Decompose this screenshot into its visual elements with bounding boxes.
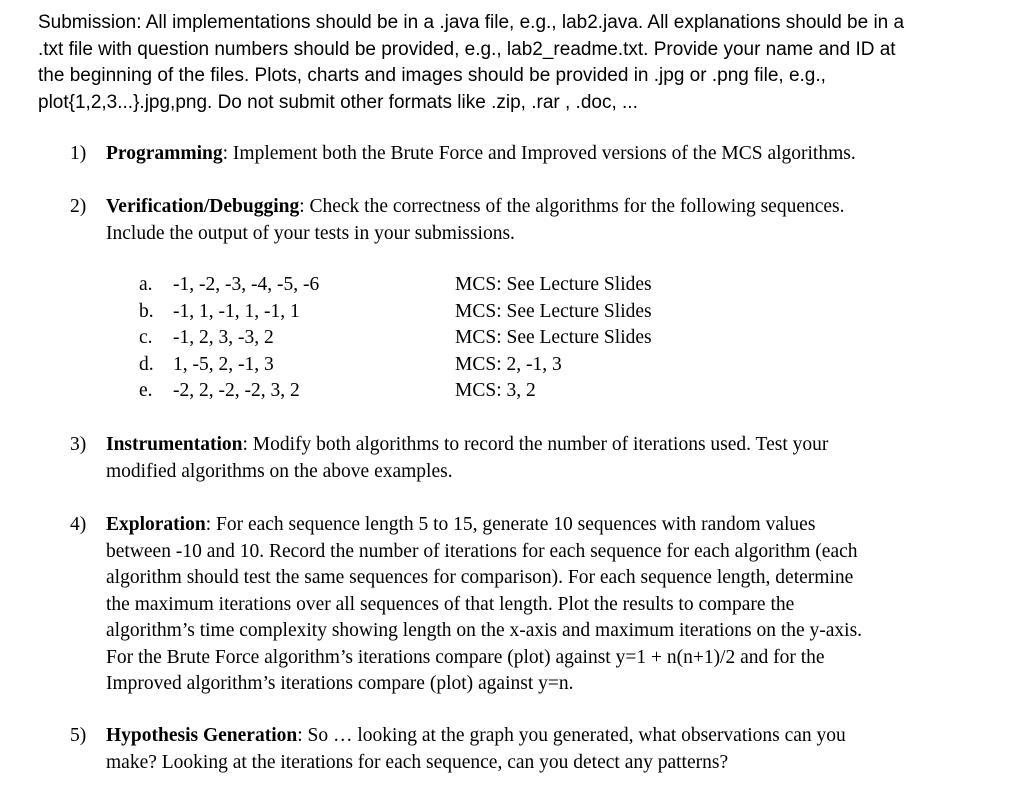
sequence-mcs: MCS: See Lecture Slides bbox=[455, 327, 652, 348]
sequence-row bbox=[139, 378, 779, 405]
task-title: Programming bbox=[106, 143, 223, 164]
task-text: modified algorithms on the above examples. bbox=[106, 460, 453, 482]
sequence-values: -1, 2, 3, -3, 2 bbox=[173, 327, 274, 348]
task-number: 1) bbox=[70, 143, 87, 164]
submission-paragraph bbox=[38, 10, 998, 116]
submission-line: the beginning of the files. Plots, charts and images should be provided in .jpg or .png file, e.g., bbox=[38, 65, 826, 86]
task-title: Hypothesis Generation bbox=[106, 725, 298, 746]
sequence-letter: d. bbox=[139, 353, 154, 375]
sequence-mcs: MCS: 2, -1, 3 bbox=[455, 353, 562, 375]
task-text: : Implement both the Brute Force and Improved versions of the MCS algorithms. bbox=[222, 143, 856, 164]
sequence-values: -1, 1, -1, 1, -1, 1 bbox=[173, 300, 300, 322]
sequence-letter: e. bbox=[139, 380, 153, 401]
sequence-row bbox=[139, 352, 779, 379]
task-text: : Modify both algorithms to record the number of iterations used. Test your bbox=[242, 434, 829, 455]
task-text: the maximum iterations over all sequences of that length. Plot the results to compare the bbox=[106, 593, 795, 615]
sequence-list bbox=[139, 272, 779, 405]
sequence-row bbox=[139, 299, 779, 326]
task-text: Improved algorithm’s iterations compare (plot) against y=n. bbox=[106, 673, 574, 694]
task-text: algorithm’s time complexity showing length on the x-axis and maximum iterations on the y-axis. bbox=[106, 620, 863, 641]
task-text: make? Looking at the iterations for each sequence, can you detect any patterns? bbox=[106, 751, 729, 773]
sequence-values: -1, -2, -3, -4, -5, -6 bbox=[173, 274, 320, 295]
task-number: 4) bbox=[70, 514, 87, 535]
submission-line: plot{1,2,3...}.jpg,png. Do not submit other formats like .zip, .rar , .doc, ... bbox=[38, 91, 638, 113]
task-title: Instrumentation bbox=[106, 434, 243, 455]
task-text: : For each sequence length 5 to 15, generate 10 sequences with random values bbox=[205, 514, 816, 535]
task-title: Verification/Debugging bbox=[106, 196, 300, 217]
submission-label: Submission: bbox=[38, 12, 142, 33]
submission-line: Submission: All implementations should be in a .java file, e.g., lab2.java. All explanations should be in a bbox=[38, 12, 905, 33]
submission-line: .txt file with question numbers should be provided, e.g., lab2_readme.txt. Provide your name and ID at bbox=[38, 38, 896, 60]
sequence-mcs: MCS: See Lecture Slides bbox=[455, 300, 652, 322]
task-number: 5) bbox=[70, 725, 87, 746]
sequence-mcs: MCS: See Lecture Slides bbox=[455, 274, 652, 295]
task-title: Exploration bbox=[106, 514, 206, 535]
task-text: between -10 and 10. Record the number of iterations for each sequence for each algorithm (each bbox=[106, 540, 858, 562]
task-number: 2) bbox=[70, 196, 87, 217]
sequence-mcs: MCS: 3, 2 bbox=[455, 380, 536, 401]
sequence-letter: c. bbox=[139, 327, 153, 348]
task-text: Include the output of your tests in your submissions. bbox=[106, 222, 515, 244]
sequence-values: 1, -5, 2, -1, 3 bbox=[173, 353, 274, 375]
task-text: algorithm should test the same sequences for comparison). For each sequence length, determine bbox=[106, 567, 854, 588]
sequence-letter: a. bbox=[139, 274, 153, 295]
task-text: : So … looking at the graph you generated, what observations can you bbox=[297, 725, 846, 746]
task-text: For the Brute Force algorithm’s iterations compare (plot) against y=1 + n(n+1)/2 and for the bbox=[106, 646, 825, 668]
sequence-values: -2, 2, -2, -2, 3, 2 bbox=[173, 380, 300, 401]
sequence-letter: b. bbox=[139, 300, 154, 322]
sequence-row bbox=[139, 325, 779, 352]
task-text: : Check the correctness of the algorithms for the following sequences. bbox=[299, 196, 845, 217]
sequence-row bbox=[139, 272, 779, 299]
task-number: 3) bbox=[70, 434, 87, 455]
